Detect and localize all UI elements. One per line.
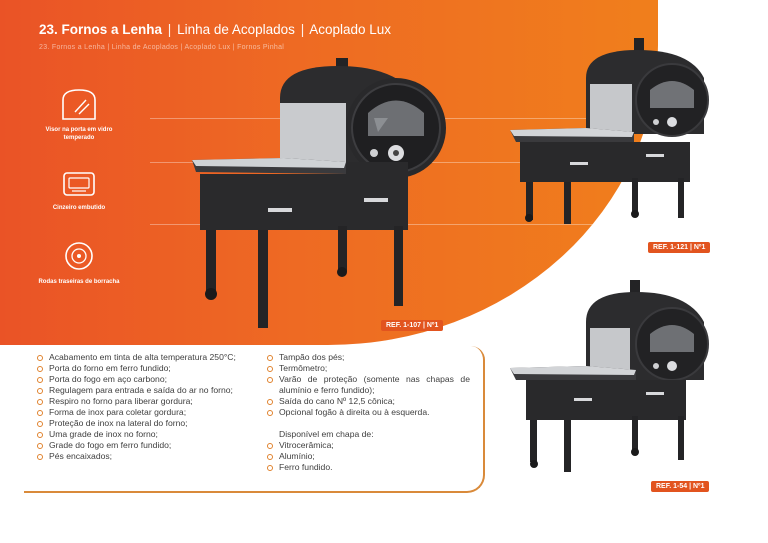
oven-image-1-107 [188,58,450,336]
spec-item: Porta do fogo em aço carbono; [35,374,253,385]
ashtray-icon [57,170,101,200]
spec-item: Respiro no forno para liberar gordura; [35,396,253,407]
feature-ashtray [36,170,122,212]
spec-item: Forma de inox para coletar gordura; [35,407,253,418]
spec-item: Regulagem para entrada e saída do ar no forno; [35,385,253,396]
ref-label-1-121: REF. 1-121 | Nº1 [648,242,710,253]
oven-image-1-54 [510,280,716,476]
feature-label: Cinzeiro embutido [52,205,106,211]
spec-item: Pés encaixados; [35,451,253,462]
spec-item: Termômetro; [265,363,470,374]
spec-item: Proteção de inox na lateral do forno; [35,418,253,429]
page-title [39,22,391,37]
spec-list-right [265,352,470,473]
spec-item: Acabamento em tinta de alta temperatura 250°C; [35,352,253,363]
available-item: Vitrocerâmica; [265,440,470,451]
available-title: Disponível em chapa de: [279,429,374,439]
title-separator: | [300,22,305,37]
feature-label: Visor na porta em vidro temperado [45,127,113,141]
spec-item: Saída do cano Nº 12,5 cônica; [265,396,470,407]
feature-glass-door [36,86,122,142]
feature-rear-wheels [36,240,122,286]
spec-item: Uma grade de inox no forno; [35,429,253,440]
ref-label-1-54: REF. 1-54 | Nº1 [651,481,709,492]
spec-list-left [35,352,253,462]
feature-label: Rodas traseiras de borracha [38,279,120,285]
spec-item: Varão de proteção (somente nas chapas de alumínio e ferro fundido); [265,374,470,396]
title-number: 23. Fornos a Lenha [39,22,163,37]
spec-item: Opcional fogão à direita ou à esquerda. [265,407,470,418]
title-line: Linha de Acoplados [177,22,295,37]
oven-image-1-121 [510,38,716,224]
available-item: Ferro fundido. [265,462,470,473]
glass-door-icon [57,86,101,122]
spec-item: Porta do forno em ferro fundido; [35,363,253,374]
wheel-icon [57,240,101,274]
available-item: Alumínio; [265,451,470,462]
intro-text: 23. Fornos a Lenha | Linha de Acoplados | Acoplado Lux | Fornos Pinhal [39,44,285,51]
spec-item: Tampão dos pés; [265,352,470,363]
spacer [265,418,470,429]
title-separator: | [167,22,172,37]
title-model: Acoplado Lux [309,22,392,37]
spec-item: Grade do fogo em ferro fundido; [35,440,253,451]
ref-label-1-107: REF. 1-107 | Nº1 [381,320,443,331]
